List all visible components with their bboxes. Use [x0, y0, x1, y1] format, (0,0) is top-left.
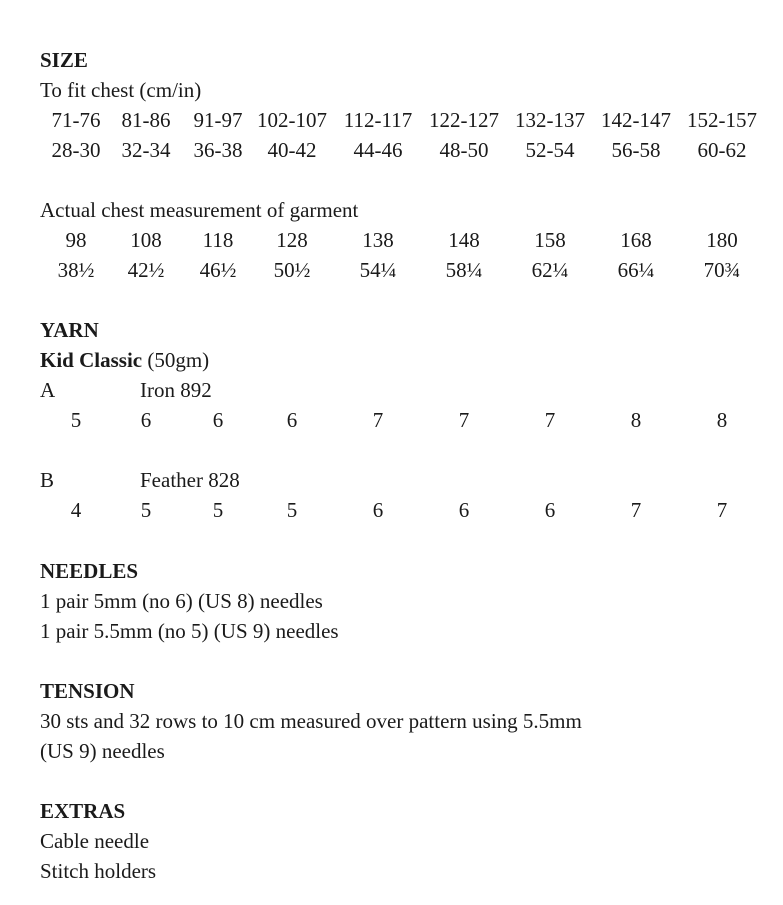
size-in-row-cell-1: 28-30 — [51, 138, 101, 162]
actual-in-row-cell-6: 58¼ — [445, 258, 483, 282]
tension-heading: TENSION — [40, 679, 135, 703]
yarn-b-code: B — [40, 468, 55, 492]
actual-in-row-cell-5: 54¼ — [359, 258, 397, 282]
to-fit-label: To fit chest (cm/in) — [40, 78, 202, 102]
actual-in-row-cell-3: 46½ — [199, 258, 237, 282]
size-cm-row-cell-1: 71-76 — [51, 108, 101, 132]
yarn-a-quantities-cell-4: 6 — [286, 408, 298, 432]
actual-in-row-cell-7: 62¼ — [531, 258, 569, 282]
yarn-b-quantities-cell-8: 7 — [630, 498, 642, 522]
size-cm-row-cell-8: 142-147 — [601, 108, 671, 132]
yarn-a-quantities-cell-7: 7 — [544, 408, 556, 432]
needles-line-1: 1 pair 5mm (no 6) (US 8) needles — [40, 589, 323, 613]
tension-line-2: (US 9) needles — [40, 739, 165, 763]
actual-in-row-cell-4: 50½ — [273, 258, 311, 282]
actual-cm-row-cell-1: 98 — [65, 228, 87, 252]
size-in-row-cell-8: 56-58 — [611, 138, 661, 162]
yarn-name: Kid Classic — [40, 348, 143, 372]
actual-cm-row-cell-5: 138 — [362, 228, 394, 252]
yarn-a-quantities-cell-3: 6 — [212, 408, 224, 432]
tension-line-1: 30 sts and 32 rows to 10 cm measured over pattern using 5.5mm — [40, 709, 582, 733]
size-in-row — [0, 135, 783, 165]
actual-cm-row-cell-3: 118 — [202, 228, 234, 252]
yarn-weight: (50gm) — [147, 348, 210, 372]
yarn-a-quantities-cell-6: 7 — [458, 408, 470, 432]
actual-in-row-cell-1: 38½ — [57, 258, 95, 282]
actual-in-row-cell-8: 66¼ — [617, 258, 655, 282]
size-in-row-cell-3: 36-38 — [193, 138, 243, 162]
yarn-a-quantities-cell-2: 6 — [140, 408, 152, 432]
yarn-b-quantities-cell-7: 6 — [544, 498, 556, 522]
actual-in-row-cell-2: 42½ — [127, 258, 165, 282]
actual-cm-row-cell-4: 128 — [276, 228, 308, 252]
size-in-row-cell-6: 48-50 — [439, 138, 489, 162]
size-cm-row-cell-5: 112-117 — [343, 108, 413, 132]
size-in-row-cell-5: 44-46 — [353, 138, 403, 162]
yarn-b-quantities-cell-1: 4 — [70, 498, 82, 522]
size-in-row-cell-2: 32-34 — [121, 138, 171, 162]
needles-line-2: 1 pair 5.5mm (no 5) (US 9) needles — [40, 619, 339, 643]
yarn-heading: YARN — [40, 318, 99, 342]
actual-cm-row — [0, 225, 783, 255]
yarn-a-quantities-cell-5: 7 — [372, 408, 384, 432]
size-heading: SIZE — [40, 48, 88, 72]
size-in-row-cell-9: 60-62 — [697, 138, 747, 162]
yarn-a-quantities-cell-1: 5 — [70, 408, 82, 432]
yarn-b-shade: Feather 828 — [140, 468, 240, 492]
extras-line-2: Stitch holders — [40, 859, 157, 883]
actual-in-row-cell-9: 70¾ — [703, 258, 741, 282]
actual-cm-row-cell-7: 158 — [534, 228, 566, 252]
yarn-b-quantities-cell-9: 7 — [716, 498, 728, 522]
size-cm-row-cell-6: 122-127 — [429, 108, 499, 132]
actual-in-row — [0, 255, 783, 285]
size-cm-row-cell-3: 91-97 — [193, 108, 243, 132]
yarn-b-quantities-cell-3: 5 — [212, 498, 224, 522]
yarn-a-quantities-cell-9: 8 — [716, 408, 728, 432]
actual-cm-row-cell-6: 148 — [448, 228, 480, 252]
yarn-b-quantities — [0, 495, 783, 525]
actual-chest-label: Actual chest measurement of garment — [40, 198, 359, 222]
size-cm-row-cell-7: 132-137 — [515, 108, 585, 132]
size-cm-row — [0, 105, 783, 135]
size-in-row-cell-4: 40-42 — [267, 138, 317, 162]
yarn-b-quantities-cell-4: 5 — [286, 498, 298, 522]
actual-cm-row-cell-9: 180 — [706, 228, 738, 252]
size-cm-row-cell-4: 102-107 — [257, 108, 327, 132]
yarn-b-quantities-cell-6: 6 — [458, 498, 470, 522]
extras-heading: EXTRAS — [40, 799, 126, 823]
actual-cm-row-cell-2: 108 — [130, 228, 162, 252]
yarn-b-quantities-cell-2: 5 — [140, 498, 152, 522]
yarn-a-quantities-cell-8: 8 — [630, 408, 642, 432]
size-cm-row-cell-2: 81-86 — [121, 108, 171, 132]
extras-line-1: Cable needle — [40, 829, 150, 853]
yarn-name-line — [40, 345, 209, 375]
size-in-row-cell-7: 52-54 — [525, 138, 575, 162]
needles-heading: NEEDLES — [40, 559, 139, 583]
yarn-b-quantities-cell-5: 6 — [372, 498, 384, 522]
actual-cm-row-cell-8: 168 — [620, 228, 652, 252]
yarn-a-code: A — [40, 378, 56, 402]
yarn-a-quantities — [0, 405, 783, 435]
size-cm-row-cell-9: 152-157 — [687, 108, 757, 132]
yarn-a-shade: Iron 892 — [140, 378, 212, 402]
